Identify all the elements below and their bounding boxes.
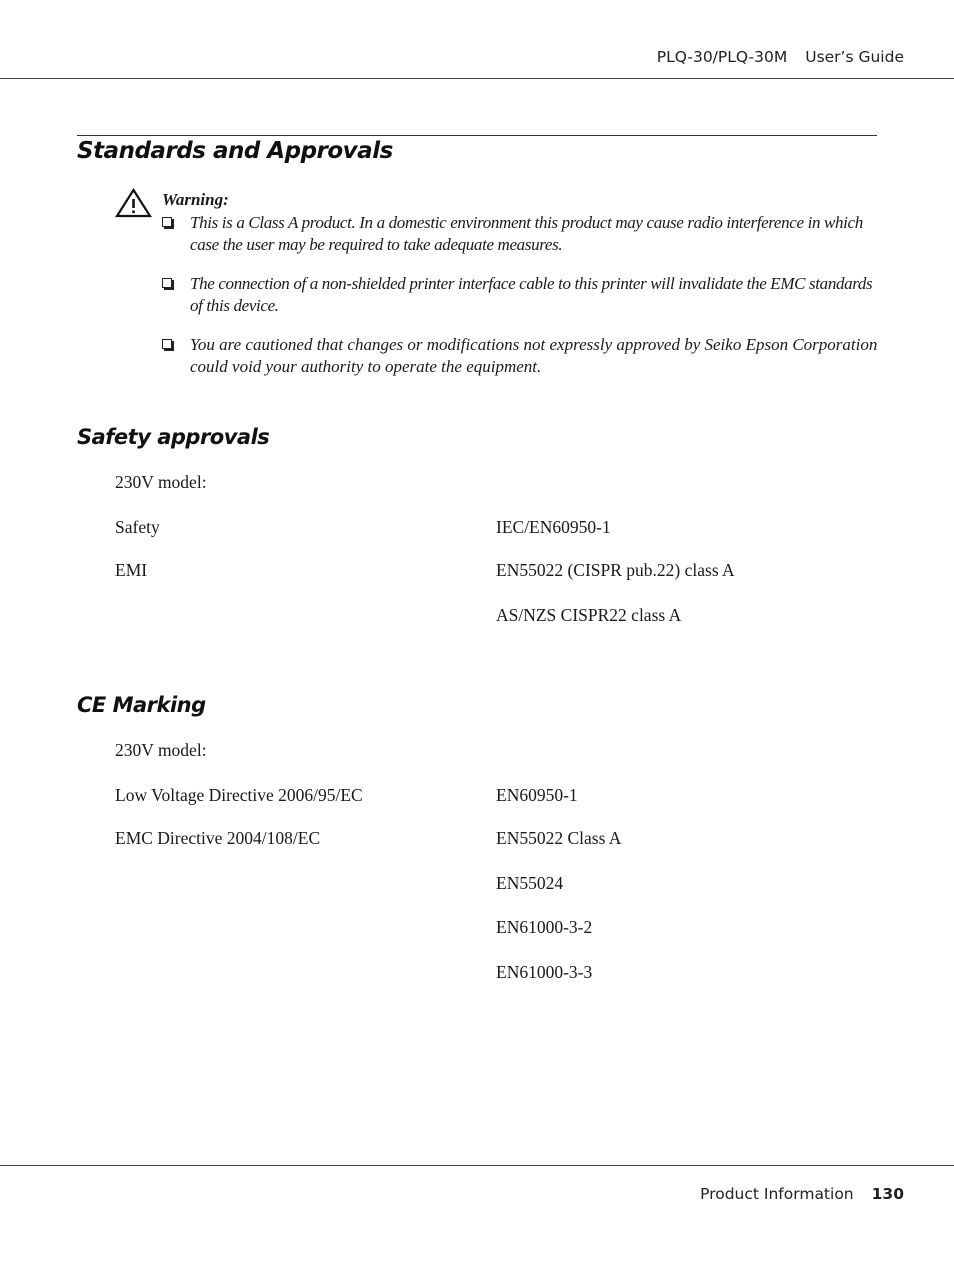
running-footer <box>700 1185 904 1203</box>
ce-row-value: EN61000-3-3 <box>496 962 593 982</box>
warning-item <box>162 273 882 317</box>
page-number: 130 <box>871 1185 904 1203</box>
safety-row-label: EMI <box>115 560 148 580</box>
warning-item-text: This is a Class A product. In a domestic environment this product may cause radio interference in which case the user may be required to take adequate measures. <box>190 213 863 254</box>
section-divider <box>77 135 877 136</box>
warning-item-text: The connection of a non-shielded printer interface cable to this printer will invalidate the EMC standards of this device. <box>190 274 873 315</box>
checkbox-bullet-icon <box>162 217 172 227</box>
safety-approvals-heading: Safety approvals <box>77 425 270 449</box>
warning-item <box>162 334 882 378</box>
warning-item <box>162 212 882 256</box>
warning-item-text: You are cautioned that changes or modifications not expressly approved by Seiko Epson Corporation could void your authority to operate the equipment. <box>190 335 878 376</box>
footer-section: Product Information <box>700 1185 854 1203</box>
page-title: Standards and Approvals <box>77 138 393 164</box>
header-guide: User’s Guide <box>805 48 904 66</box>
ce-row-value: EN55024 <box>496 873 564 893</box>
ce-row-label: EMC Directive 2004/108/EC <box>115 828 321 848</box>
footer-divider <box>0 1165 954 1166</box>
safety-row-value: AS/NZS CISPR22 class A <box>496 605 682 625</box>
safety-row-value: IEC/EN60950-1 <box>496 517 611 537</box>
checkbox-bullet-icon <box>162 278 172 288</box>
ce-row-value: EN55022 Class A <box>496 828 622 848</box>
running-header <box>657 48 904 66</box>
warning-label: Warning: <box>162 190 229 209</box>
ce-model-label: 230V model: <box>115 740 207 760</box>
ce-row-value: EN61000-3-2 <box>496 917 593 937</box>
safety-model-label: 230V model: <box>115 472 207 492</box>
checkbox-bullet-icon <box>162 339 172 349</box>
header-product: PLQ-30/PLQ-30M <box>656 48 788 66</box>
ce-row-value: EN60950-1 <box>496 785 578 805</box>
warning-triangle-icon <box>115 188 152 218</box>
safety-row-label: Safety <box>115 517 160 537</box>
ce-row-label: Low Voltage Directive 2006/95/EC <box>115 785 363 805</box>
safety-row-value: EN55022 (CISPR pub.22) class A <box>496 560 735 580</box>
ce-marking-heading: CE Marking <box>77 693 206 717</box>
header-divider <box>0 78 954 79</box>
